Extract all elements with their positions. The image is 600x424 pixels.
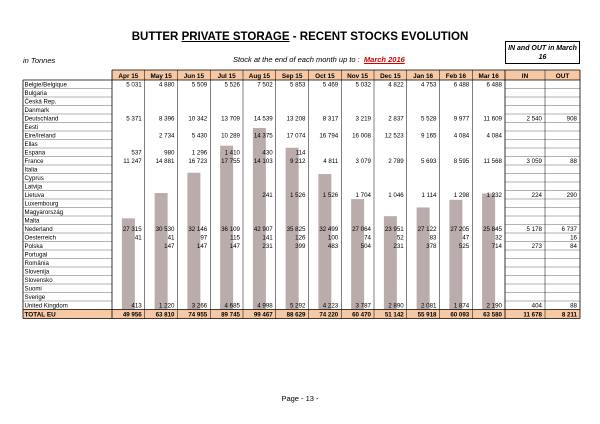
stock-value: 483 <box>327 243 339 251</box>
country-label: Bulgaria <box>24 90 47 98</box>
stock-value: 10 289 <box>221 132 240 140</box>
stock-value: 2 081 <box>421 302 437 310</box>
stock-value: 16 794 <box>319 132 339 140</box>
stock-value: 27 205 <box>450 226 470 234</box>
chart-bar <box>449 200 462 310</box>
country-label: Nederland <box>24 226 53 234</box>
stock-value: 4 084 <box>453 132 470 140</box>
stock-value: 9 977 <box>453 115 470 123</box>
stock-value: 147 <box>229 243 240 251</box>
stock-value: 32 499 <box>319 226 339 234</box>
stock-value: 1 704 <box>355 192 371 200</box>
stock-value: 5 528 <box>421 115 437 123</box>
stock-value: 13 208 <box>286 115 306 123</box>
stock-value: 11 247 <box>123 158 142 166</box>
stock-value: 231 <box>262 243 273 251</box>
stock-value: 35 825 <box>286 226 306 234</box>
month-header: Oct 15 <box>315 72 335 80</box>
in-value: 273 <box>531 243 542 251</box>
country-label: Italia <box>24 166 38 174</box>
page-footer: Page - 13 - <box>281 394 319 403</box>
total-value: 63 810 <box>155 311 175 319</box>
stock-value: 1 220 <box>159 302 175 310</box>
out-value: 290 <box>566 192 577 200</box>
stock-value: 27 315 <box>122 226 142 234</box>
country-label: Eesti <box>24 124 39 132</box>
stock-value: 14 539 <box>253 115 273 123</box>
stock-value: 27 122 <box>417 226 437 234</box>
month-header: Jul 15 <box>217 72 236 80</box>
country-label: Polska <box>24 243 43 251</box>
stock-value: 5 693 <box>421 158 437 166</box>
stock-value: 1 874 <box>453 302 470 310</box>
chart-bar <box>417 207 430 309</box>
stock-value: 74 <box>364 234 371 242</box>
stock-value: 32 <box>495 234 502 242</box>
stock-value: 7 502 <box>257 81 273 89</box>
total-in-value: 11 678 <box>523 311 542 319</box>
out-value: 84 <box>570 243 577 251</box>
month-header: Mar 16 <box>478 72 499 80</box>
stock-value: 4 685 <box>224 302 240 310</box>
country-label: Malta <box>24 217 40 225</box>
stock-value: 16 723 <box>188 158 208 166</box>
stock-value: 5 853 <box>290 81 306 89</box>
stock-value: 537 <box>131 149 142 157</box>
out-value: 908 <box>566 115 577 123</box>
stock-value: 4 223 <box>322 302 339 310</box>
country-label: Slovenija <box>24 268 50 276</box>
stock-value: 114 <box>295 149 306 157</box>
country-label: Oesterreich <box>24 234 56 242</box>
stock-value: 100 <box>327 234 339 242</box>
stock-value: 3 787 <box>355 302 371 310</box>
stock-value: 83 <box>429 234 437 242</box>
stock-value: 42 907 <box>253 226 273 234</box>
stock-value: 3 219 <box>355 115 371 123</box>
country-label: France <box>24 158 44 166</box>
stock-value: 6 488 <box>486 81 502 89</box>
stock-value: 36 109 <box>221 226 240 234</box>
stock-value: 141 <box>262 234 273 242</box>
out-value: 88 <box>570 302 577 310</box>
stock-value: 2 837 <box>388 115 404 123</box>
stock-value: 2 734 <box>159 132 175 140</box>
total-value: 89 745 <box>221 311 240 319</box>
stock-value: 97 <box>200 234 208 242</box>
chart-bar <box>482 193 495 309</box>
stock-value: 14 881 <box>155 158 175 166</box>
month-header: Feb 16 <box>445 72 466 80</box>
stock-value: 14 375 <box>253 132 273 140</box>
stock-value: 378 <box>426 243 437 251</box>
stock-value: 1 526 <box>290 192 306 200</box>
out-header: OUT <box>555 72 570 80</box>
country-label: Cyprus <box>24 175 44 183</box>
month-header: Nov 15 <box>347 72 369 80</box>
in-header: IN <box>521 72 529 80</box>
total-value: 60 470 <box>352 311 371 319</box>
chart-bar <box>187 173 200 310</box>
in-value: 3 059 <box>526 158 542 166</box>
stock-value: 4 998 <box>257 302 273 310</box>
stock-value: 2 190 <box>486 302 502 310</box>
stock-value: 5 526 <box>224 81 240 89</box>
stock-value: 1 296 <box>191 149 208 157</box>
stock-value: 4 811 <box>323 158 339 166</box>
country-label: United Kingdom <box>24 302 68 310</box>
inout-header-box: IN and OUT in March 16 <box>505 41 580 64</box>
stock-value: 2 890 <box>388 302 404 310</box>
total-value: 51 142 <box>384 311 404 319</box>
stock-value: 1 298 <box>453 192 470 200</box>
country-label: Ellas <box>24 141 38 149</box>
chart-bar <box>351 199 364 309</box>
stock-value: 126 <box>295 234 306 242</box>
stock-value: 3 079 <box>355 158 371 166</box>
stock-value: 4 822 <box>388 81 404 89</box>
in-value: 2 540 <box>526 115 542 123</box>
stock-value: 41 <box>134 234 142 242</box>
total-value: 74 220 <box>319 311 339 319</box>
stock-value: 9 165 <box>421 132 437 140</box>
stock-value: 5 430 <box>191 132 208 140</box>
stock-value: 25 845 <box>483 226 502 234</box>
stock-value: 5 469 <box>322 81 339 89</box>
units-label: in Tonnes <box>23 56 56 65</box>
country-label: Sverige <box>24 294 46 302</box>
out-value: 88 <box>570 158 577 166</box>
stock-value: 30 530 <box>155 226 175 234</box>
stock-value: 1 046 <box>388 192 404 200</box>
stock-value: 17 074 <box>286 132 306 140</box>
stock-value: 1 410 <box>224 149 240 157</box>
stock-value: 14 103 <box>253 158 273 166</box>
month-header: Sep 15 <box>281 72 303 80</box>
stock-value: 52 <box>396 234 404 242</box>
total-label: TOTAL EU <box>24 311 56 319</box>
country-label: Luxembourg <box>24 200 59 208</box>
in-value: 5 178 <box>526 226 542 234</box>
stock-value: 1 232 <box>486 192 502 200</box>
country-label: Espana <box>24 149 46 157</box>
country-label: Danmark <box>24 107 50 115</box>
month-header: Aug 15 <box>248 72 271 80</box>
stock-value: 980 <box>164 149 175 157</box>
stock-date: March 2016 <box>363 55 405 64</box>
country-label: România <box>24 260 49 268</box>
month-header: Apr 15 <box>118 72 139 80</box>
stock-value: 8 595 <box>453 158 470 166</box>
out-value: 6 737 <box>561 226 577 234</box>
out-value: 16 <box>570 234 577 242</box>
country-label: Eire/Ireland <box>24 132 56 140</box>
stock-value: 413 <box>131 302 142 310</box>
stock-value: 13 709 <box>221 115 240 123</box>
in-value: 224 <box>531 192 542 200</box>
country-label: Latvija <box>24 183 43 191</box>
stock-value: 11 568 <box>483 158 502 166</box>
total-value: 55 918 <box>417 311 437 319</box>
stock-value: 4 753 <box>421 81 437 89</box>
total-value: 88 629 <box>286 311 306 319</box>
stock-value: 5 031 <box>126 81 142 89</box>
country-label: Slovensko <box>24 277 53 285</box>
stock-value: 17 755 <box>221 158 240 166</box>
stock-value: 16 008 <box>352 132 371 140</box>
month-header: May 15 <box>150 72 172 80</box>
total-value: 99 467 <box>253 311 273 319</box>
stock-value: 399 <box>295 243 306 251</box>
stock-value: 115 <box>230 234 240 242</box>
stock-value: 714 <box>491 243 502 251</box>
month-header: Dec 15 <box>380 72 401 80</box>
stock-value: 12 523 <box>384 132 404 140</box>
stock-value: 4 880 <box>159 81 175 89</box>
stock-value: 5 371 <box>126 115 142 123</box>
stock-value: 11 609 <box>483 115 502 123</box>
stock-value: 41 <box>167 234 175 242</box>
total-value: 49 956 <box>122 311 142 319</box>
country-label: Portugal <box>24 251 48 259</box>
stock-value: 430 <box>262 149 273 157</box>
country-label: Magyarország <box>24 209 64 217</box>
country-label: Suomi <box>24 285 42 293</box>
country-label: Lietuva <box>24 192 45 200</box>
stock-value: 1 526 <box>322 192 339 200</box>
stock-note: Stock at the end of each month up to : March 2016 <box>233 55 405 64</box>
month-header: Jun 15 <box>183 72 204 80</box>
stock-value: 5 032 <box>355 81 371 89</box>
country-label: Deutschland <box>24 115 59 123</box>
stock-value: 1 114 <box>421 192 437 200</box>
stock-value: 8 396 <box>159 115 175 123</box>
total-value: 74 955 <box>188 311 208 319</box>
stock-value: 231 <box>393 243 404 251</box>
stock-value: 47 <box>462 234 470 242</box>
stock-value: 27 064 <box>352 226 371 234</box>
stock-value: 32 146 <box>188 226 208 234</box>
stock-value: 241 <box>262 192 273 200</box>
stock-value: 5 509 <box>191 81 208 89</box>
stock-value: 3 266 <box>191 302 208 310</box>
stock-value: 6 488 <box>453 81 470 89</box>
stock-value: 147 <box>196 243 208 251</box>
stock-value: 2 789 <box>388 158 404 166</box>
country-label: Česká Rep. <box>24 98 57 106</box>
in-value: 404 <box>531 302 542 310</box>
stock-value: 10 342 <box>188 115 208 123</box>
stock-value: 5 292 <box>290 302 306 310</box>
stock-value: 9 212 <box>290 158 306 166</box>
stock-value: 23 951 <box>384 226 404 234</box>
total-value: 60 093 <box>450 311 470 319</box>
stock-value: 147 <box>164 243 175 251</box>
stock-value: 4 084 <box>486 132 502 140</box>
chart-bar <box>155 193 168 309</box>
stock-value: 8 317 <box>322 115 339 123</box>
total-value: 63 580 <box>483 311 502 319</box>
total-out-value: 8 211 <box>561 311 577 319</box>
stock-value: 504 <box>360 243 371 251</box>
month-header: Jan 16 <box>413 72 434 80</box>
stock-value: 525 <box>458 243 470 251</box>
page-title: BUTTER PRIVATE STORAGE - RECENT STOCKS EVOLUTION <box>131 31 469 43</box>
country-label: Belgie/Belgique <box>24 81 67 89</box>
